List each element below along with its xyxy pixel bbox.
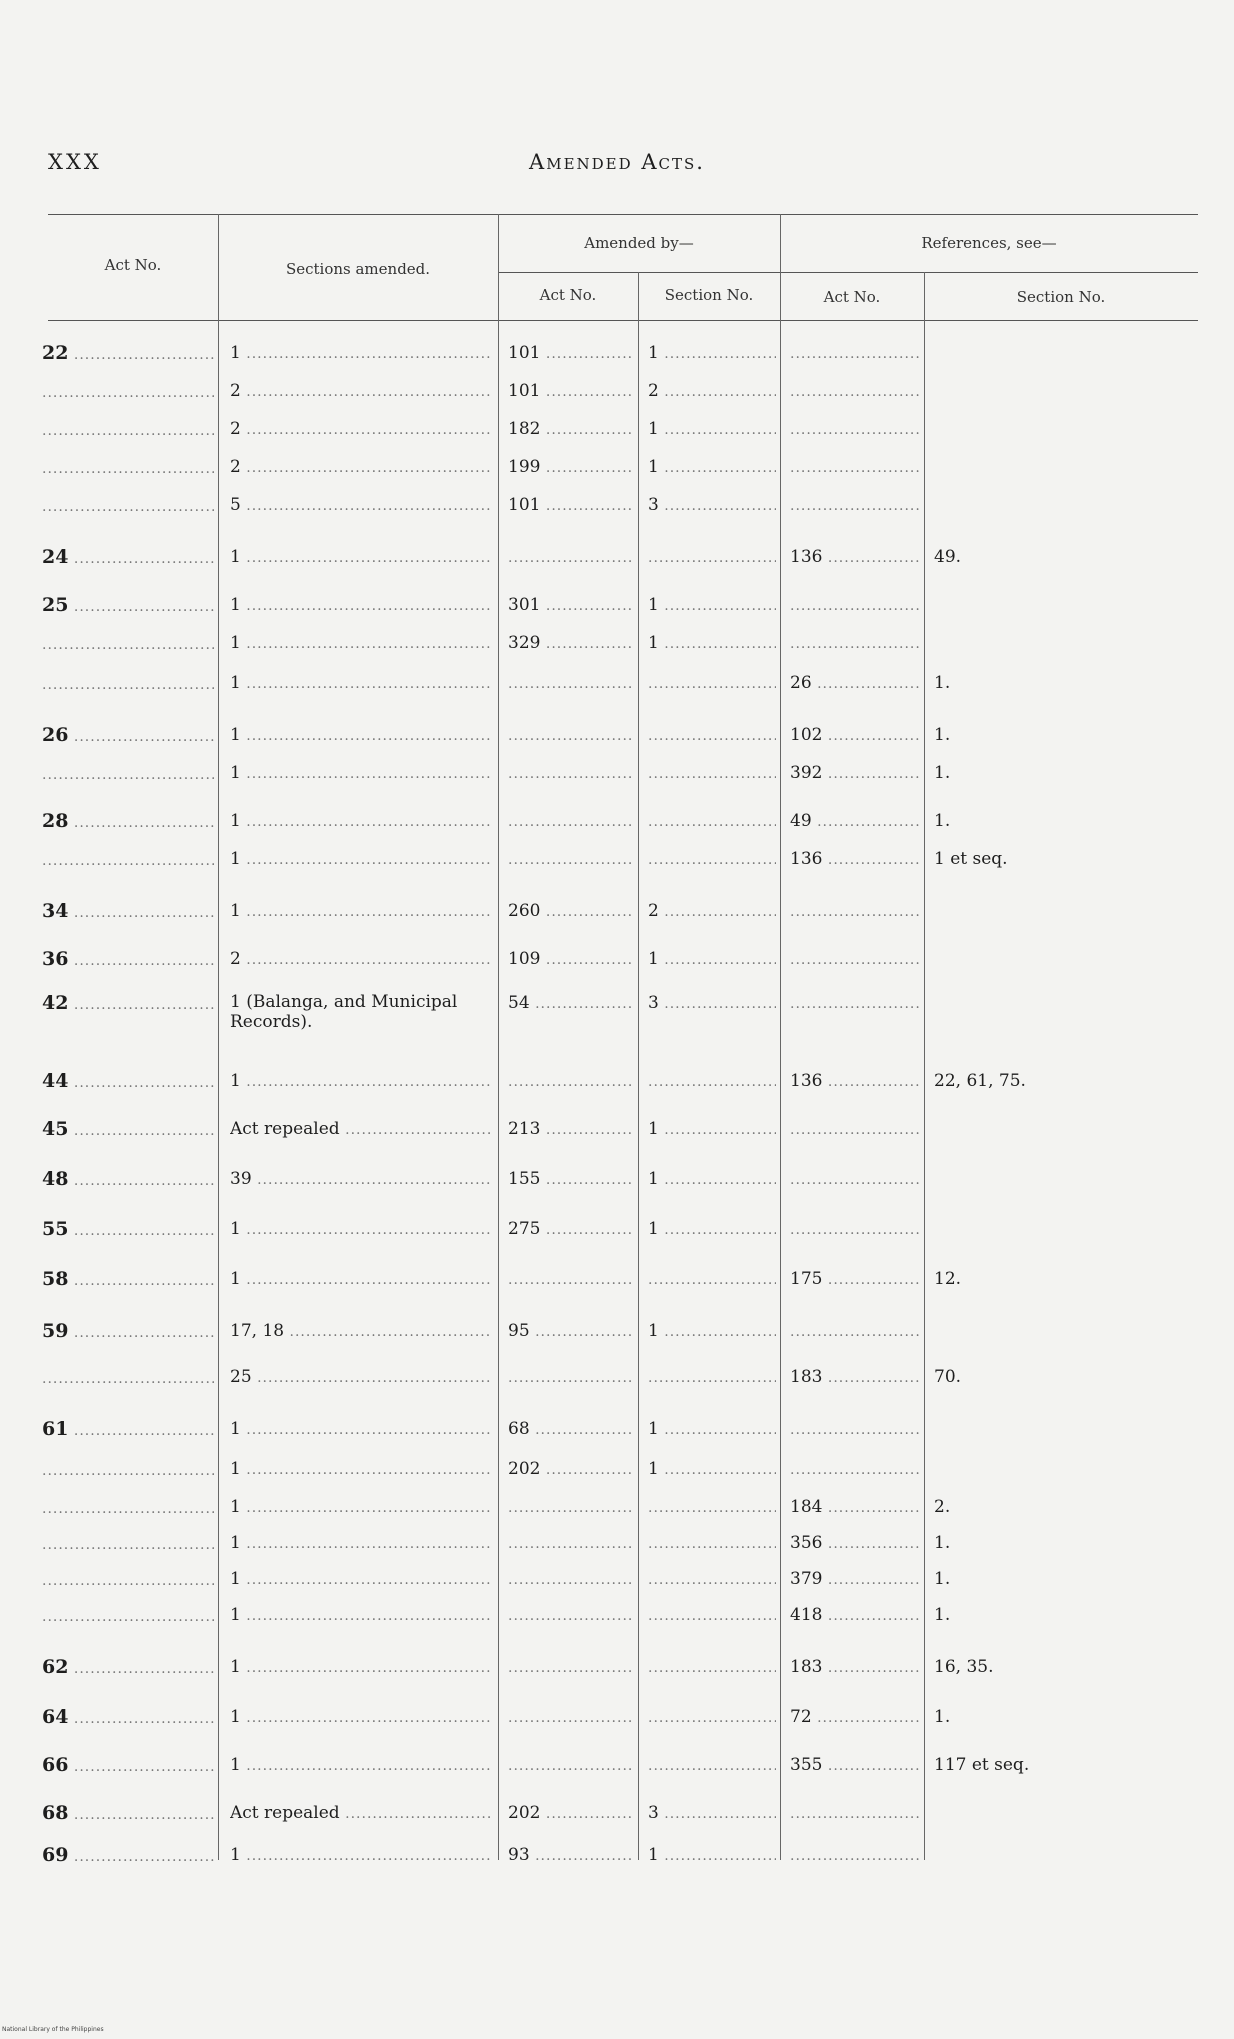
row-act-no	[42, 762, 214, 786]
table-row	[48, 1532, 1198, 1566]
row-amended-by-section-no: 2 .....	[648, 900, 776, 923]
table-row	[48, 1568, 1198, 1602]
row-sections-amended: 1 .....	[230, 1532, 492, 1555]
row-ref-act-no	[790, 418, 920, 441]
table-row	[42, 1168, 1198, 1202]
row-amended-by-act-no	[508, 848, 634, 871]
row-sections-amended: 1 .....	[230, 672, 492, 695]
table-row	[42, 992, 1198, 1032]
row-amended-by-section-no: 3 .....	[648, 1802, 776, 1825]
row-amended-by-section-no: 1 .....	[648, 948, 776, 971]
row-sections-amended: 1 .....	[230, 762, 492, 785]
row-act-no	[42, 632, 214, 656]
row-amended-by-act-no	[508, 762, 634, 785]
row-amended-by-section-no	[648, 1568, 776, 1591]
row-ref-act-no: 175 .....	[790, 1268, 920, 1291]
row-amended-by-section-no	[648, 810, 776, 833]
row-amended-by-section-no: 1 .....	[648, 1218, 776, 1241]
row-act-no: 61 .....	[42, 1418, 214, 1442]
header-sections-amended: Sections amended.	[285, 260, 431, 278]
row-amended-by-act-no	[508, 1496, 634, 1519]
page-header	[0, 150, 1234, 190]
row-amended-by-act-no: 109 .....	[508, 948, 634, 971]
row-amended-by-act-no	[508, 1604, 634, 1627]
row-amended-by-section-no: 1 .....	[648, 456, 776, 479]
table-row	[48, 418, 1198, 452]
row-amended-by-act-no	[508, 672, 634, 695]
table-row	[42, 1844, 1198, 1878]
row-amended-by-act-no: 301 .....	[508, 594, 634, 617]
row-ref-act-no: 72 .....	[790, 1706, 920, 1729]
row-amended-by-section-no	[648, 1706, 776, 1729]
table-row	[48, 494, 1198, 528]
header-references: References, see—	[921, 234, 1057, 252]
row-amended-by-section-no	[648, 1070, 776, 1093]
table-row	[48, 632, 1198, 666]
header-amended-section-no: Section No.	[664, 286, 754, 304]
row-ref-section-no: 22, 61, 75.	[934, 1071, 1026, 1091]
row-act-no: 59 .....	[42, 1320, 214, 1344]
row-ref-section-no: 117 et seq.	[934, 1755, 1030, 1775]
row-sections-amended: 1 .....	[230, 342, 492, 365]
row-amended-by-act-no: 101 .....	[508, 494, 634, 517]
row-ref-section-no: 12.	[934, 1269, 962, 1289]
row-sections-amended: 1 .....	[230, 1706, 492, 1729]
table-row	[42, 1754, 1198, 1788]
row-amended-by-act-no: 199 .....	[508, 456, 634, 479]
header-amended-act-no: Act No.	[539, 286, 597, 304]
header-act-no: Act No.	[104, 256, 162, 274]
header-amended-by: Amended by—	[584, 234, 694, 252]
row-amended-by-act-no: 101 .....	[508, 342, 634, 365]
row-ref-act-no: 418 .....	[790, 1604, 920, 1627]
row-amended-by-act-no: 101 .....	[508, 380, 634, 403]
row-act-no: 42 .....	[42, 992, 214, 1016]
row-sections-amended: 1 (Balanga, and Municipal Records).	[230, 992, 458, 1032]
row-amended-by-act-no: 275 .....	[508, 1218, 634, 1241]
row-ref-section-no: 70.	[934, 1367, 962, 1387]
row-amended-by-act-no: 213 .....	[508, 1118, 634, 1141]
row-amended-by-act-no: 68 .....	[508, 1418, 634, 1441]
row-amended-by-act-no	[508, 1070, 634, 1093]
row-sections-amended: 1 .....	[230, 1496, 492, 1519]
row-amended-by-section-no: 3 .....	[648, 494, 776, 517]
row-ref-section-no: 1.	[934, 673, 951, 693]
row-ref-section-no: 49.	[934, 547, 962, 567]
table-row	[42, 810, 1198, 844]
table-row	[42, 1070, 1198, 1104]
row-sections-amended: Act repealed .....	[230, 1802, 492, 1825]
table-row	[48, 1366, 1198, 1400]
row-amended-by-section-no	[648, 672, 776, 695]
row-sections-amended: 1 .....	[230, 848, 492, 871]
row-sections-amended: 2 .....	[230, 456, 492, 479]
row-act-no: 66 .....	[42, 1754, 214, 1778]
row-ref-act-no: 136 .....	[790, 546, 920, 569]
row-act-no: 55 .....	[42, 1218, 214, 1242]
row-ref-act-no	[790, 1844, 920, 1867]
row-ref-act-no: 392 .....	[790, 762, 920, 785]
row-amended-by-section-no: 2 .....	[648, 380, 776, 403]
table-row	[48, 762, 1198, 796]
row-sections-amended: 1 .....	[230, 1418, 492, 1441]
row-act-no: 69 .....	[42, 1844, 214, 1868]
row-sections-amended: 1 .....	[230, 1844, 492, 1867]
row-ref-act-no	[790, 1458, 920, 1481]
row-amended-by-act-no	[508, 724, 634, 747]
row-act-no	[42, 494, 214, 518]
row-amended-by-act-no: 54 .....	[508, 992, 634, 1015]
row-ref-act-no: 356 .....	[790, 1532, 920, 1555]
row-sections-amended: 1 .....	[230, 1218, 492, 1241]
row-act-no: 34 .....	[42, 900, 214, 924]
row-amended-by-section-no	[648, 1268, 776, 1291]
row-act-no: 26 .....	[42, 724, 214, 748]
row-sections-amended: 25 .....	[230, 1366, 492, 1389]
row-act-no	[42, 418, 214, 442]
row-ref-act-no: 136 .....	[790, 1070, 920, 1093]
row-sections-amended: 1 .....	[230, 1568, 492, 1591]
row-amended-by-section-no: 1 .....	[648, 342, 776, 365]
row-ref-act-no	[790, 632, 920, 655]
row-act-no	[42, 380, 214, 404]
row-ref-act-no	[790, 1802, 920, 1825]
table-row	[48, 672, 1198, 706]
row-ref-act-no: 136 .....	[790, 848, 920, 871]
row-ref-act-no	[790, 1118, 920, 1141]
row-amended-by-act-no	[508, 1656, 634, 1679]
row-sections-amended: 1 .....	[230, 1070, 492, 1093]
row-sections-amended: 1 .....	[230, 1458, 492, 1481]
row-ref-act-no	[790, 494, 920, 517]
row-amended-by-section-no: 1 .....	[648, 1320, 776, 1343]
table-row	[42, 1118, 1198, 1152]
row-sections-amended: 2 .....	[230, 948, 492, 971]
row-amended-by-section-no: 1 .....	[648, 1844, 776, 1867]
row-ref-section-no: 1.	[934, 1533, 951, 1553]
row-amended-by-section-no	[648, 1532, 776, 1555]
row-act-no	[42, 1496, 214, 1520]
table-row	[42, 948, 1198, 982]
row-amended-by-section-no: 1 .....	[648, 1458, 776, 1481]
table-row	[42, 1418, 1198, 1452]
row-amended-by-section-no: 3 .....	[648, 992, 776, 1015]
row-sections-amended: 1 .....	[230, 810, 492, 833]
row-ref-section-no: 16, 35.	[934, 1657, 994, 1677]
row-act-no: 62 .....	[42, 1656, 214, 1680]
table-row	[42, 1320, 1198, 1354]
row-amended-by-act-no: 182 .....	[508, 418, 634, 441]
table-row	[42, 1706, 1198, 1740]
row-sections-amended: 1 .....	[230, 632, 492, 655]
row-ref-act-no: 26 .....	[790, 672, 920, 695]
row-act-no	[42, 848, 214, 872]
header-bottom-rule	[48, 320, 1198, 321]
row-ref-act-no	[790, 456, 920, 479]
row-amended-by-section-no: 1 .....	[648, 418, 776, 441]
row-act-no	[42, 1366, 214, 1390]
row-act-no	[42, 1568, 214, 1592]
row-act-no: 64 .....	[42, 1706, 214, 1730]
row-amended-by-act-no: 93 .....	[508, 1844, 634, 1867]
row-ref-act-no	[790, 380, 920, 403]
row-ref-act-no	[790, 1168, 920, 1191]
row-ref-section-no: 2.	[934, 1497, 951, 1517]
row-ref-act-no	[790, 1418, 920, 1441]
row-ref-section-no: 1.	[934, 763, 951, 783]
row-amended-by-section-no	[648, 1656, 776, 1679]
row-ref-section-no: 1.	[934, 1569, 951, 1589]
row-ref-section-no: 1 et seq.	[934, 849, 1008, 869]
row-ref-act-no: 102 .....	[790, 724, 920, 747]
row-sections-amended: 1 .....	[230, 1656, 492, 1679]
row-ref-act-no	[790, 992, 920, 1015]
row-amended-by-section-no: 1 .....	[648, 594, 776, 617]
row-amended-by-section-no: 1 .....	[648, 1168, 776, 1191]
row-sections-amended: 2 .....	[230, 380, 492, 403]
row-ref-act-no: 379 .....	[790, 1568, 920, 1591]
row-act-no: 48 .....	[42, 1168, 214, 1192]
table-top-rule	[48, 214, 1198, 215]
table-row	[42, 900, 1198, 934]
row-act-no	[42, 672, 214, 696]
row-act-no	[42, 1604, 214, 1628]
row-act-no: 24 .....	[42, 546, 214, 570]
row-amended-by-act-no	[508, 1366, 634, 1389]
row-act-no: 68 .....	[42, 1802, 214, 1826]
row-amended-by-act-no: 329 .....	[508, 632, 634, 655]
row-amended-by-section-no	[648, 1366, 776, 1389]
row-act-no: 36 .....	[42, 948, 214, 972]
row-amended-by-act-no: 155 .....	[508, 1168, 634, 1191]
row-amended-by-section-no	[648, 1604, 776, 1627]
row-amended-by-section-no: 1 .....	[648, 632, 776, 655]
row-amended-by-act-no: 202 .....	[508, 1802, 634, 1825]
row-act-no: 44 .....	[42, 1070, 214, 1094]
row-sections-amended: 1 .....	[230, 1604, 492, 1627]
row-amended-by-act-no: 95 .....	[508, 1320, 634, 1343]
table-row	[42, 342, 1198, 376]
row-ref-act-no: 355 .....	[790, 1754, 920, 1777]
table-row	[42, 1218, 1198, 1252]
row-ref-act-no	[790, 342, 920, 365]
table-row	[42, 594, 1198, 628]
row-ref-act-no: 183 .....	[790, 1366, 920, 1389]
row-ref-act-no	[790, 948, 920, 971]
row-ref-section-no: 1.	[934, 811, 951, 831]
row-ref-act-no: 184 .....	[790, 1496, 920, 1519]
row-amended-by-section-no	[648, 848, 776, 871]
row-amended-by-act-no	[508, 1568, 634, 1591]
row-amended-by-act-no: 202 .....	[508, 1458, 634, 1481]
table-row	[42, 1802, 1198, 1836]
table-row	[48, 1458, 1198, 1492]
row-ref-act-no: 183 .....	[790, 1656, 920, 1679]
table-row	[48, 456, 1198, 490]
row-amended-by-act-no	[508, 1268, 634, 1291]
row-ref-act-no	[790, 1320, 920, 1343]
row-sections-amended: 1 .....	[230, 1268, 492, 1291]
row-ref-act-no	[790, 1218, 920, 1241]
row-ref-act-no	[790, 900, 920, 923]
row-amended-by-act-no	[508, 1706, 634, 1729]
row-amended-by-act-no	[508, 546, 634, 569]
table-row	[42, 546, 1198, 580]
row-sections-amended: Act repealed .....	[230, 1118, 492, 1141]
table-row	[42, 724, 1198, 758]
row-sections-amended: 1 .....	[230, 900, 492, 923]
row-act-no: 28 .....	[42, 810, 214, 834]
table-row	[48, 1496, 1198, 1530]
row-act-no: 45 .....	[42, 1118, 214, 1142]
table-row	[48, 848, 1198, 882]
table-row	[48, 380, 1198, 414]
row-amended-by-act-no	[508, 1532, 634, 1555]
row-sections-amended: 17, 18 .....	[230, 1320, 492, 1343]
table-row	[42, 1656, 1198, 1690]
row-amended-by-act-no: 260 .....	[508, 900, 634, 923]
row-amended-by-section-no: 1 .....	[648, 1118, 776, 1141]
row-sections-amended: 1 .....	[230, 1754, 492, 1777]
row-act-no: 22 .....	[42, 342, 214, 366]
page-title: Amended Acts.	[529, 150, 705, 174]
header-ref-section-no: Section No.	[1016, 288, 1106, 306]
row-amended-by-section-no	[648, 1496, 776, 1519]
row-ref-section-no: 1.	[934, 1605, 951, 1625]
row-amended-by-act-no	[508, 1754, 634, 1777]
row-amended-by-section-no	[648, 724, 776, 747]
row-amended-by-section-no	[648, 762, 776, 785]
row-ref-section-no: 1.	[934, 1707, 951, 1727]
row-act-no: 25 .....	[42, 594, 214, 618]
footer-credit: National Library of the Philippines	[2, 2026, 104, 2033]
header-ref-act-no: Act No.	[823, 288, 881, 306]
page-number: XXX	[48, 150, 102, 174]
row-amended-by-act-no	[508, 810, 634, 833]
row-sections-amended: 2 .....	[230, 418, 492, 441]
row-sections-amended: 1 .....	[230, 594, 492, 617]
table-row	[42, 1268, 1198, 1302]
row-ref-section-no: 1.	[934, 725, 951, 745]
subheader-rule	[498, 272, 1198, 273]
row-ref-act-no	[790, 594, 920, 617]
row-act-no: 58 .....	[42, 1268, 214, 1292]
row-act-no	[42, 1532, 214, 1556]
row-amended-by-section-no	[648, 546, 776, 569]
row-act-no	[42, 456, 214, 480]
row-sections-amended: 1 .....	[230, 724, 492, 747]
row-sections-amended: 5 .....	[230, 494, 492, 517]
row-amended-by-section-no: 1 .....	[648, 1418, 776, 1441]
table-row	[48, 1604, 1198, 1638]
row-amended-by-section-no	[648, 1754, 776, 1777]
row-act-no	[42, 1458, 214, 1482]
row-ref-act-no: 49 .....	[790, 810, 920, 833]
row-sections-amended: 39 .....	[230, 1168, 492, 1191]
row-sections-amended: 1 .....	[230, 546, 492, 569]
